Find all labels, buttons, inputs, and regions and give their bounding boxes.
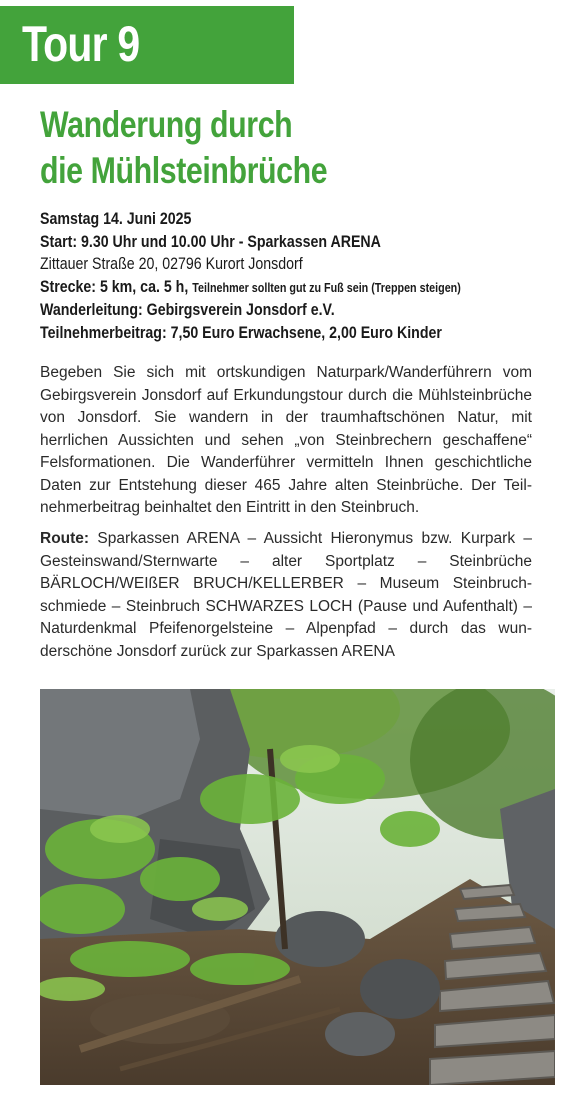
title-line-2: die Mühlsteinbrüche [40, 150, 328, 191]
event-date: Samstag 14. Juni 2025 [40, 210, 192, 228]
event-address: Zittauer Straße 20, 02796 Kurort Jonsdorf [40, 255, 303, 273]
event-start: Start: 9.30 Uhr und 10.00 Uhr - Sparkassen ARENA [40, 232, 381, 251]
forest-stairs-illustration [40, 689, 555, 1085]
title-line-1: Wanderung durch [40, 104, 293, 145]
event-distance-line [40, 276, 487, 300]
route-label: Route: [40, 530, 90, 547]
event-distance-note: Teilnehmer sollten gut zu Fuß sein (Treppen steigen) [192, 280, 461, 295]
forest-path-photo [40, 689, 555, 1085]
event-guide: Wanderleitung: Gebirgsverein Jonsdorf e.V. [40, 301, 335, 319]
route-paragraph [40, 528, 532, 663]
page-title [40, 102, 434, 194]
description-paragraph: Begeben Sie sich mit ortskundigen Naturpark/Wanderführern vom Gebirgsverein Jonsdorf auf Erkundungstour durch die Mühlsteinbrüche von Jonsdorf. Sie wandern in der traumhaftschönen Natur, mit herrlichen Aussichten und sehen „von Steinbrechern geschaffene“ Felsformationen. Die Wanderführer vermitteln Ihnen geschichtliche Daten zur Entstehung dieser 465 Jahre alten Steinbrüche. Der Teilnehmerbeitrag beinhaltet den Eintritt in den Steinbruch. [40, 364, 532, 516]
tour-banner [0, 6, 294, 84]
tour-label: Tour 9 [22, 16, 140, 72]
event-distance: Strecke: 5 km, ca. 5 h, [40, 277, 189, 296]
route-text: Sparkassen ARENA – Aussicht Hieronymus bzw. Kurpark – Gesteinswand/Sternwarte – alter Sportplatz – Steinbrüche BÄRLOCH/WEIßER BRUCH/KELLERBER – Museum Steinbruchschmiede – Steinbruch SCHWARZES LOCH (Pause und Aufenthalt) – Naturdenkmal Pfeifenorgelsteine – Alpenpfad – durch das wunderschöne Jonsdorf zurück zur Sparkassen ARENA [40, 530, 532, 660]
event-info [40, 208, 560, 344]
event-fee: Teilnehmerbeitrag: 7,50 Euro Erwachsene, 2,00 Euro Kinder [40, 323, 442, 342]
